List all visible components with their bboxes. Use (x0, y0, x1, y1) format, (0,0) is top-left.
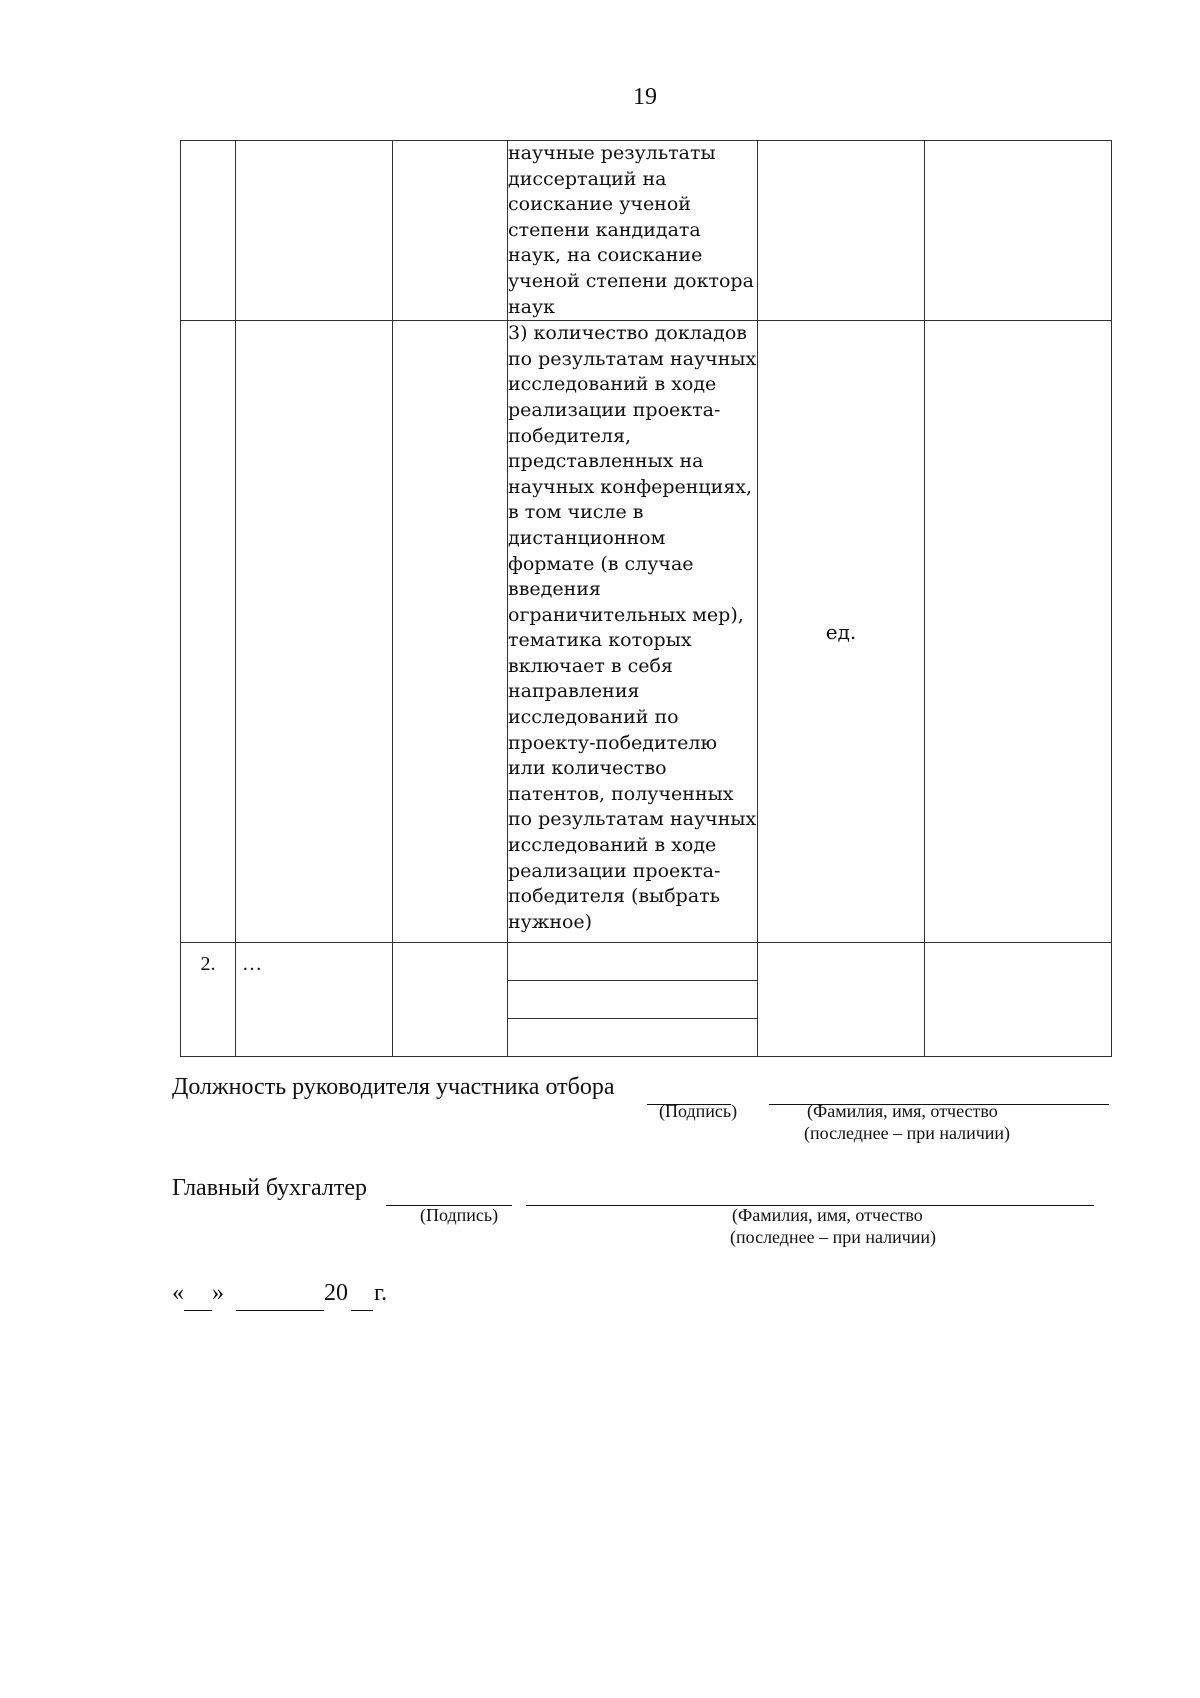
cell-name (236, 321, 393, 943)
date-year-prefix: 20 (324, 1280, 348, 1306)
accountant-name-caption-2: (последнее – при наличии) (730, 1227, 937, 1247)
accountant-name-caption-1: (Фамилия, имя, отчество (732, 1205, 923, 1225)
cell-number: 2. (181, 943, 236, 1057)
cell-name: … (236, 943, 393, 1057)
accountant-name-line (526, 1178, 1094, 1206)
table-row (181, 321, 1112, 943)
cell-unit: ед. (758, 321, 925, 943)
cell-indicator (508, 981, 758, 1019)
date-day-line (184, 1283, 212, 1311)
page-number: 19 (633, 84, 657, 110)
date-month-line (236, 1283, 324, 1311)
date-suffix: г. (374, 1280, 388, 1306)
head-name-caption-2: (последнее – при наличии) (804, 1123, 1011, 1143)
cell-indicator: 3) количество докладов по результатам научных исследований в ходе реализации проекта-победителя, представленных на научных конференциях, в том числе в дистанционном формате (в случае введения ограничительных мер), тематика которых включает в себя направления исследований по проекту-победителю или количество патентов, полученных по результатам научных исследований в ходе реализации проекта-победителя (выбрать нужное) (508, 321, 758, 943)
accountant-signature-line (386, 1178, 512, 1206)
indicators-table (180, 140, 1112, 1057)
cell-unit (758, 943, 925, 1057)
cell-unit (758, 141, 925, 321)
cell-name (236, 141, 393, 321)
date-year-line (351, 1283, 373, 1311)
cell-value (925, 141, 1112, 321)
table-row (181, 141, 1112, 321)
cell-value (925, 321, 1112, 943)
head-signature-caption: (Подпись) (659, 1101, 738, 1121)
accountant-signature-caption: (Подпись) (420, 1205, 499, 1225)
cell-indicator (508, 943, 758, 981)
cell-type (393, 141, 508, 321)
accountant-label: Главный бухгалтер (172, 1175, 367, 1201)
cell-number (181, 321, 236, 943)
head-name-caption-1: (Фамилия, имя, отчество (807, 1101, 998, 1121)
date-close-quote: » (212, 1280, 224, 1306)
table-row (181, 943, 1112, 981)
cell-type (393, 943, 508, 1057)
cell-value (925, 943, 1112, 1057)
cell-number (181, 141, 236, 321)
head-position-label: Должность руководителя участника отбора (172, 1074, 615, 1100)
date-open-quote: « (172, 1280, 184, 1306)
cell-indicator: научные результаты диссертаций на соискание ученой степени кандидата наук, на соискание ученой степени доктора наук (508, 141, 758, 321)
cell-indicator (508, 1019, 758, 1057)
cell-type (393, 321, 508, 943)
